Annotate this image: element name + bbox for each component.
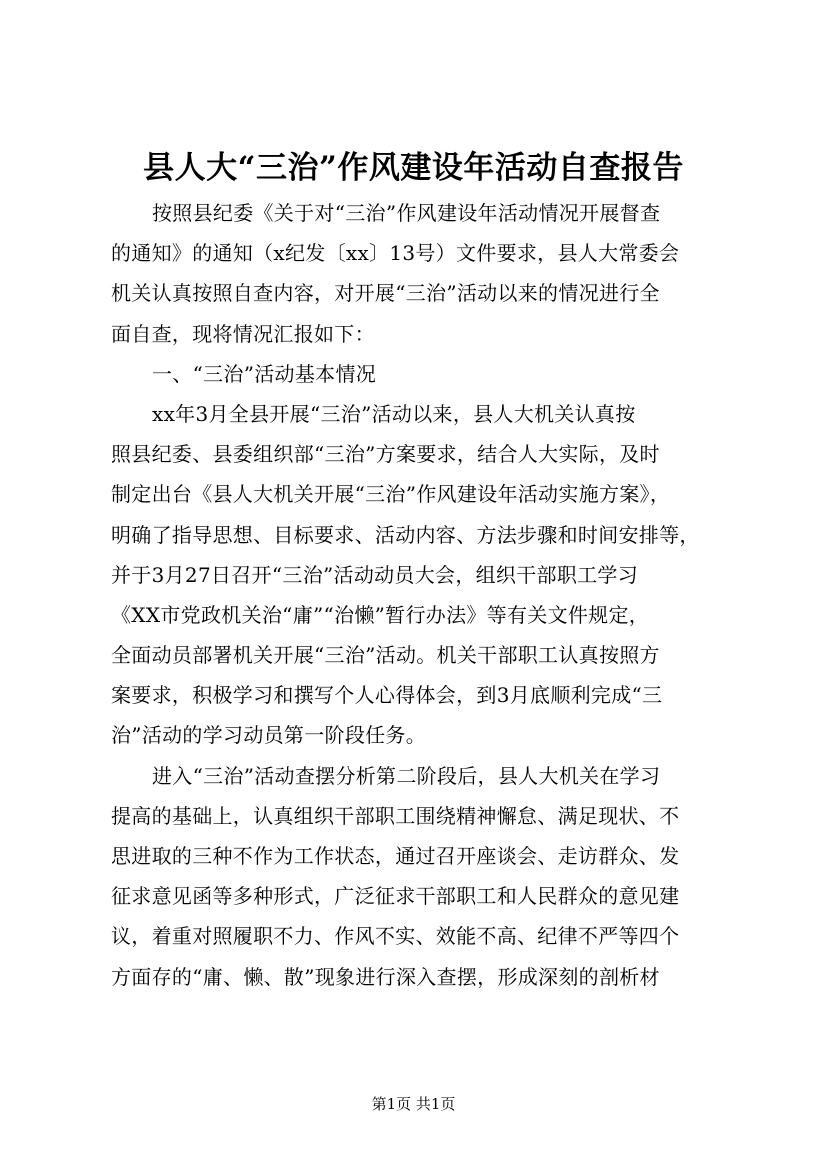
document-body bbox=[111, 193, 731, 997]
body-line: 机关认真按照自查内容，对开展“三治”活动以来的情况进行全 bbox=[111, 281, 660, 306]
body-line: xx年3月全县开展“三治”活动以来，县人大机关认真按 bbox=[152, 401, 636, 426]
body-line: 征求意见函等多种形式，广泛征求干部职工和人民群众的意见建 bbox=[111, 884, 680, 909]
body-line: 方面存的“庸、懒、散”现象进行深入查摆，形成深刻的剖析材 bbox=[111, 964, 660, 989]
body-line: 明确了指导思想、目标要求、活动内容、方法步骤和时间安排等， bbox=[111, 522, 700, 547]
body-line: 照县纪委、县委组织部“三治”方案要求，结合人大实际，及时 bbox=[111, 442, 660, 467]
section-heading: 一、“三治”活动基本情况 bbox=[152, 361, 377, 386]
body-line: 按照县纪委《关于对“三治”作风建设年活动情况开展督查 bbox=[152, 201, 661, 225]
body-line: 全面动员部署机关开展“三治”活动。机关干部职工认真按照方 bbox=[111, 643, 660, 668]
body-line: 议，着重对照履职不力、作风不实、效能不高、纪律不严等四个 bbox=[111, 924, 680, 949]
page-number-footer: 第1页 共1页 bbox=[371, 1095, 456, 1113]
body-line: 治”活动的学习动员第一阶段任务。 bbox=[111, 723, 427, 748]
body-line: 案要求，积极学习和撰写个人心得体会，到3月底顺利完成“三 bbox=[111, 683, 663, 708]
body-line: 思进取的三种不作为工作状态，通过召开座谈会、走访群众、发 bbox=[111, 844, 680, 868]
body-line: 制定出台《县人大机关开展“三治”作风建设年活动实施方案》， bbox=[111, 482, 671, 507]
body-line: 进入“三治”活动查摆分析第二阶段后，县人大机关在学习 bbox=[152, 763, 661, 788]
body-line: 提高的基础上，认真组织干部职工围绕精神懈怠、满足现状、不 bbox=[111, 803, 680, 828]
body-line: 《XX市党政机关治“庸”“治懒”暂行办法》等有关文件规定， bbox=[111, 602, 650, 627]
body-line: 并于3月27日召开“三治”活动动员大会，组织干部职工学习 bbox=[111, 562, 639, 587]
document-title: 县人大“三治”作风建设年活动自查报告 bbox=[143, 150, 684, 186]
body-line: 面自查，现将情况汇报如下： bbox=[111, 321, 375, 346]
body-line: 的通知》的通知（x纪发〔xx〕13号）文件要求，县人大常委会 bbox=[111, 241, 680, 266]
